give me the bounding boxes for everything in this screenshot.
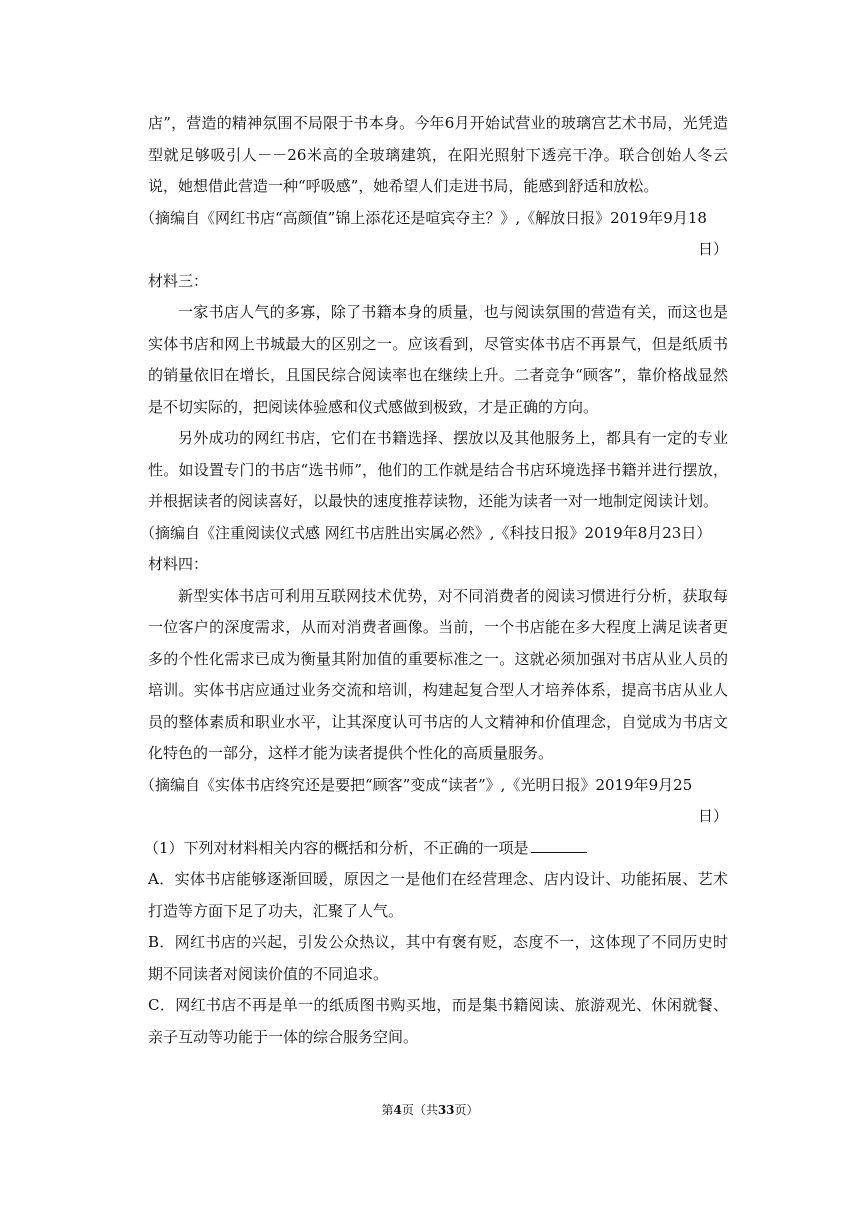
- source-citation-material-three: （摘编自《注重阅读仪式感 网红书店胜出实属必然》,《科技日报》2019年8月23日）: [140, 523, 712, 542]
- option-b: B．网红书店的兴起，引发公众热议，其中有褒有贬，态度不一，这体现了不同历史时期不同读者对阅读价值的不同追求。: [148, 933, 728, 983]
- question-stem-text: （1）下列对材料相关内容的概括和分析，不正确的一项是: [144, 838, 529, 857]
- footer-suffix: 页）: [454, 1103, 479, 1117]
- source-citation-material-four: （摘编自《实体书店终究还是要把“顾客”变成“读者”》,《光明日报》2019年9月25: [140, 775, 693, 794]
- footer-page-number: 4: [393, 1103, 402, 1117]
- footer-middle: 页（共: [401, 1103, 438, 1117]
- answer-blank: [531, 836, 587, 853]
- source-citation-material-four-end: 日）: [697, 807, 728, 825]
- option-c: C．网红书店不再是单一的纸质图书购买地，而是集书籍阅读、旅游观光、休闲就餐、亲子互动等功能于一体的综合服务空间。: [148, 996, 728, 1046]
- paragraph-material-two-end: 店”，营造的精神氛围不局限于书本身。今年6月开始试营业的玻璃宫艺术书局，光凭造型就足够吸引人－－26米高的全玻璃建筑，在阳光照射下透亮干净。联合创始人冬云说，她想借此营造一种“呼吸感”，她希望人们走进书局，能感到舒适和放松。: [148, 114, 728, 195]
- paragraph-material-three-a: 一家书店人气的多寡，除了书籍本身的质量，也与阅读氛围的营造有关，而这也是实体书店和网上书城最大的区别之一。应该看到，尽管实体书店不再景气，但是纸质书的销量依旧在增长，且国民综合阅读率也在继续上升。二者竞争“顾客”，靠价格战显然是不切实际的，把阅读体验感和仪式感做到极致，才是正确的方向。: [148, 303, 728, 416]
- paragraph-material-four: 新型实体书店可利用互联网技术优势，对不同消费者的阅读习惯进行分析，获取每一位客户的深度需求，从而对消费者画像。当前，一个书店能在多大程度上满足读者更多的个性化需求已成为衡量其附加值的重要标准之一。这就必须加强对书店从业人员的培训。实体书店应通过业务交流和培训，构建起复合型人才培养体系，提高书店从业人员的整体素质和职业水平，让其深度认可书店的人文精神和价值理念，自觉成为书店文化特色的一部分，这样才能为读者提供个性化的高质量服务。: [148, 586, 728, 762]
- footer-prefix: 第: [381, 1103, 394, 1117]
- question-stem: [144, 833, 728, 865]
- option-a: A．实体书店能够逐渐回暖，原因之一是他们在经营理念、店内设计、功能拓展、艺术打造等方面下足了功夫，汇聚了人气。: [148, 870, 728, 920]
- document-body: [140, 108, 728, 1053]
- material-four-heading: 材料四：: [148, 555, 209, 573]
- page-footer: [0, 1101, 860, 1118]
- footer-total-pages: 33: [437, 1103, 455, 1117]
- paragraph-material-three-b: 另外成功的网红书店，它们在书籍选择、摆放以及其他服务上，都具有一定的专业性。如设置专门的书店“选书师”，他们的工作就是结合书店环境选择书籍并进行摆放，并根据读者的阅读喜好，以最快的速度推荐读物，还能为读者一对一地制定阅读计划。: [148, 429, 728, 510]
- source-citation-material-two-end: 日）: [697, 240, 728, 258]
- source-citation-material-two: （摘编自《网红书店“高颜值”锦上添花还是喧宾夺主？》,《解放日报》2019年9月18: [140, 208, 707, 227]
- material-three-heading: 材料三：: [148, 271, 209, 290]
